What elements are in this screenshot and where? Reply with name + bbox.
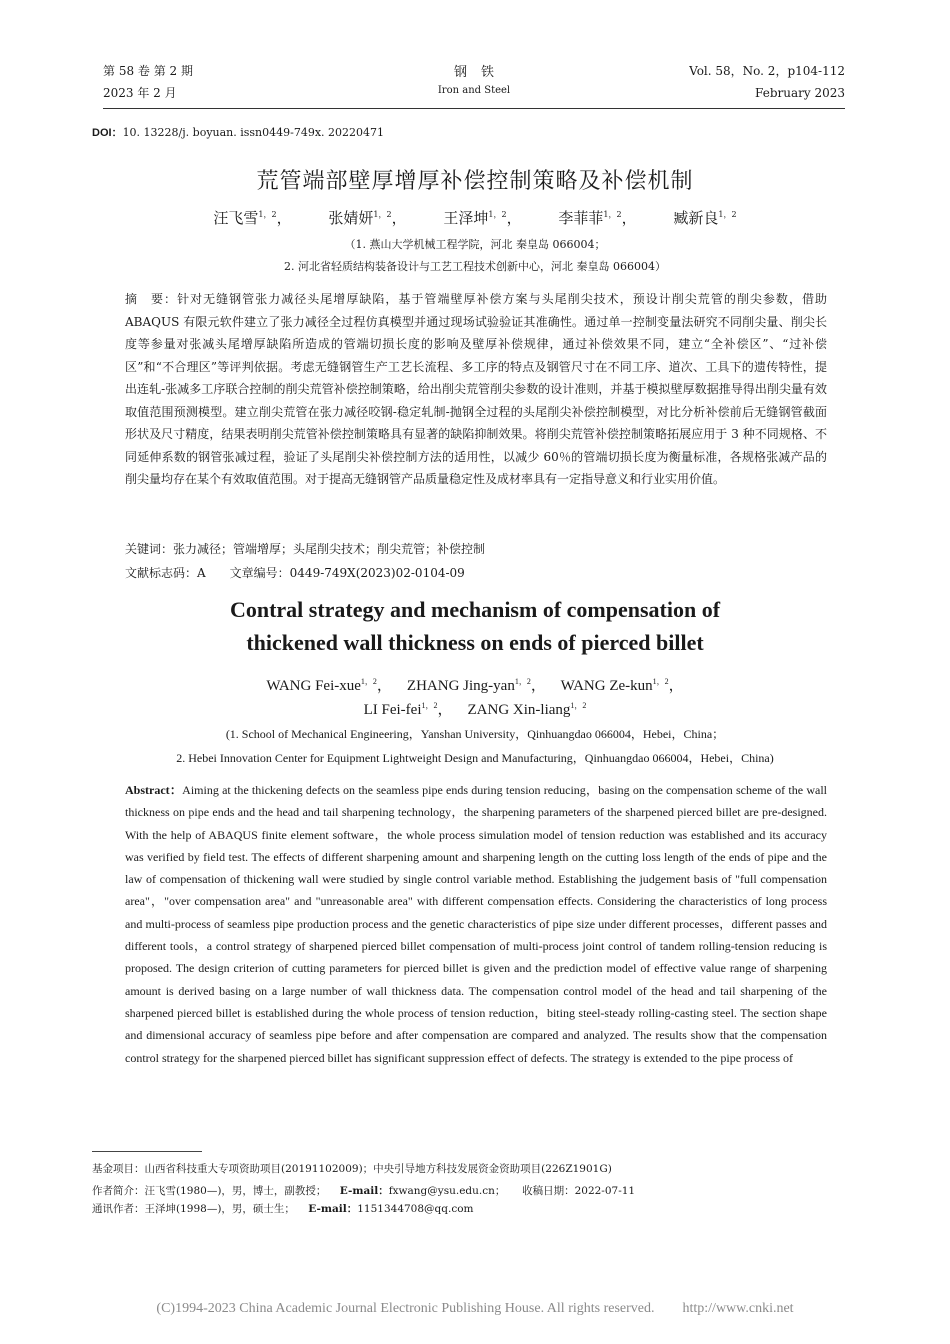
header-volume-en: Vol. 58，No. 2，p104-112 <box>689 64 845 78</box>
title-en-line-1: Contral strategy and mechanism of compensation of <box>229 597 721 622</box>
footnote-corresponding <box>92 1201 473 1216</box>
affiliation-cn-2: 2. 河北省轻质结构装备设计与工艺工程技术创新中心，河北 秦皇岛 066004） <box>284 260 666 273</box>
author-intro: 作者简介：汪飞雪(1980—)，男，博士，副教授； <box>92 1185 327 1197</box>
journal-name-en: Iron and Steel <box>437 85 511 96</box>
header-date-en: February 2023 <box>755 86 845 100</box>
affiliation-cn-1: （1. 燕山大学机械工程学院，河北 秦皇岛 066004； <box>344 238 606 251</box>
author-cn: 李菲菲$^{1,2}$， <box>558 209 637 227</box>
abstract-cn-label: 摘 要： <box>125 292 178 306</box>
doi-line <box>92 124 384 140</box>
authors-en-line-2 <box>0 698 950 719</box>
author-email[interactable]: fxwang@ysu.edu.cn； <box>388 1185 506 1197</box>
abstract-cn <box>125 288 827 491</box>
received-date: 收稿日期：2022-07-11 <box>522 1185 636 1197</box>
author-cn: 汪飞雪$^{1,2}$， <box>213 209 292 227</box>
copyright-watermark: (C)1994-2023 China Academic Journal Electronic Publishing House. All rights reserved. http://www.cnki.net <box>156 1301 794 1316</box>
keywords-line <box>125 540 485 557</box>
document-code: 文献标志码：A 文章编号：0449-749X(2023)02-0104-09 <box>125 566 465 580</box>
corresponding-author: 通讯作者：王泽坤(1998—)，男，硕士生； <box>92 1203 295 1215</box>
header-rule <box>103 108 845 109</box>
affiliation-en-1: (1. School of Mechanical Engineering，Yanshan University，Qinhuangdao 066004，Hebei，China； <box>225 727 725 741</box>
author-en: ZANG Xin-liang$^{1,2}$ <box>467 701 587 718</box>
doi-label: DOI： <box>92 127 123 139</box>
abstract-en-label: Abstract： <box>125 783 183 797</box>
author-cn: 王泽坤$^{1,2}$， <box>443 209 522 227</box>
author-en: WANG Fei-xue$^{1,2}$， <box>266 677 392 694</box>
abstract-cn-text: 针对无缝钢管张力减径头尾增厚缺陷，基于管端壁厚补偿方案与头尾削尖技术，预设计削尖荒管的削尖参数，借助 ABAQUS 有限元软件建立了张力减径全过程仿真模型并通过现场试验验证其准确性。通过单一控制变量法研究不同削尖量、削尖长度等参量对张减头尾增厚缺陷所造成的管端切损长度的影响及壁厚补偿规律，通过补偿效果不同，建立“全补偿区”、“过补偿区”和“不合理区”等评判依据。考虑无缝钢管生产工艺长流程、多工序的特点及钢管尺寸在不同工序、道次、工具下的遗传特性，提出连轧-张减多工序联合控制的削尖荒管补偿控制策略，给出削尖荒管削尖参数的设计准则，并基于模拟壁厚数据推导得出削尖量有效取值范围预测模型。建立削尖荒管在张力减径咬钢-稳定轧制-抛钢全过程的头尾削尖补偿控制模型，对比分析补偿前后无缝钢管截面形状及尺寸精度，结果表明削尖荒管补偿控制策略具有显著的缺陷抑制效果。将削尖荒管补偿控制策略拓展应用于 3 种不同规格、不同延伸系数的钢管张减过程，验证了头尾削尖补偿控制方法的适用性，以减少 60％的管端切损长度为衡量标准，各规格张减产品的削尖量均存在某个有效取值范围。对于提高无缝钢管产品质量稳定性及成材率具有一定指导意义和行业实用价值。 <box>125 292 827 486</box>
email-label: E-mail： <box>339 1185 389 1197</box>
abstract-en <box>125 779 827 1069</box>
footnote-fund: 基金项目：山西省科技重大专项资助项目(20191102009)；中央引导地方科技发展资金资助项目(226Z1901G) <box>92 1163 612 1175</box>
authors-cn <box>0 207 950 228</box>
keywords-text: 张力减径；管端增厚；头尾削尖技术；削尖荒管；补偿控制 <box>173 542 486 556</box>
running-header <box>103 60 845 108</box>
keywords-label: 关键词： <box>125 542 174 556</box>
header-citation <box>689 60 845 104</box>
footnote-author <box>92 1183 635 1198</box>
header-volume: 第 58 卷 第 2 期 <box>103 64 193 78</box>
authors-en-line-1 <box>0 674 950 695</box>
email-label: E-mail： <box>308 1203 358 1215</box>
author-en: ZHANG Jing-yan$^{1,2}$， <box>406 677 546 694</box>
footnote-rule <box>92 1151 202 1152</box>
doi-value[interactable]: 10. 13228/j. boyuan. issn0449-749x. 20220471 <box>122 126 385 139</box>
author-en: WANG Ze-kun$^{1,2}$， <box>560 677 684 694</box>
title-en-line-2: thickened wall thickness on ends of pierced billet <box>246 630 704 655</box>
header-date: 2023 年 2 月 <box>103 86 177 100</box>
title-cn: 荒管端部壁厚增厚补偿控制策略及补偿机制 <box>256 169 694 194</box>
corresponding-email[interactable]: 1151344708@qq.com <box>357 1203 474 1215</box>
title-en <box>0 593 950 659</box>
affiliation-en-2: 2. Hebei Innovation Center for Equipment Lightweight Design and Manufacturing，Qinhuangdao 066004，Hebei，China) <box>176 751 774 765</box>
abstract-en-text: Aiming at the thickening defects on the seamless pipe ends during tension reducing，basing on the compensation scheme of the wall thickness on pipe ends and the head and tail sharpening technology，the sharpening parameters of the sharpened pierced billet are pre-designed. With the help of ABAQUS finite element software，the whole process simulation model of tension reduction was established and its accuracy was verified by field test. The effects of different sharpening amount and sharpening length on the cutting loss length of the ends of pipe and the law of compensation of thickening wall were studied by single control variable method. Establishing the judgement basis of "full compensation area"，"over compensation area" and "unreasonable area" with different compensation effects. Considering the characteristics of long process and multi-process of seamless pipe production process and the genetic characteristics of pipe size under different processes，different passes and different tools，a control strategy of sharpened pierced billet compensation of multi-process joint control of tandem rolling-tension reducing is proposed. The design criterion of cutting parameters for pierced billet is given and the prediction model of effective value range of sharpening amount is derived basing on a large number of wall thickness data. The compensation control model of the head and tail sharpening of the sharpened pierced billet is established during the whole process of tension reduction，biting steel-steady rolling-casting steel. The section shape and dimensional accuracy of seamless pipe before and after compensation are compared and analyzed. The results show that the compensation control strategy for the sharpened pierced billet has significant suppression effect of defects. The strategy is extended to the pipe process of <box>125 783 828 1065</box>
journal-name-cn: 钢铁 <box>453 65 508 80</box>
author-cn: 臧新良$^{1,2}$ <box>673 209 737 227</box>
author-cn: 张婧妍$^{1,2}$， <box>328 209 407 227</box>
author-en: LI Fei-fei$^{1,2}$， <box>363 701 453 718</box>
